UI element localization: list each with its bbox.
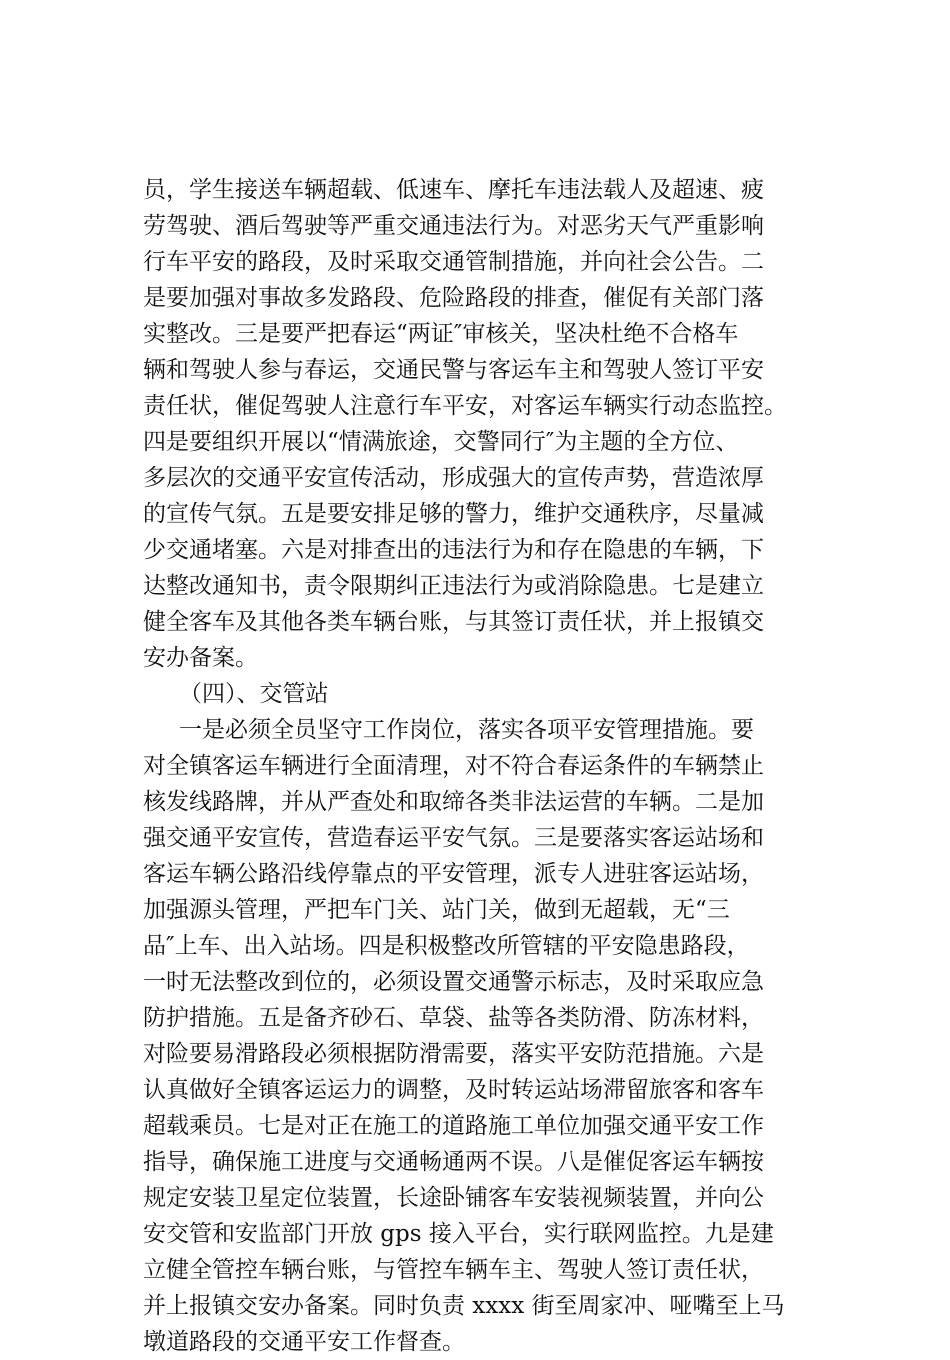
paragraph-line: 安办备案。 (143, 645, 258, 671)
section-paragraph-line: 品″上车、出入站场。四是积极整改所管辖的平安隐患路段， (143, 933, 750, 959)
paragraph-line: 少交通堵塞。六是对排查出的违法行为和存在隐患的车辆，下 (143, 537, 764, 563)
paragraph-line: 是要加强对事故多发路段、危险路段的排查，催促有关部门落 (143, 285, 764, 311)
section-paragraph-line: 核发线路牌，并从严查处和取缔各类非法运营的车辆。二是加 (143, 789, 764, 815)
section-paragraph-line: 指导，确保施工进度与交通畅通两不误。八是催促客运车辆按 (143, 1149, 764, 1175)
paragraph-line: 实整改。三是要严把春运“两证″审核关，坚决杜绝不合格车 (143, 321, 739, 347)
paragraph-line: 四是要组织开展以“情满旅途，交警同行″为主题的全方位、 (143, 429, 739, 455)
paragraph-line: 员，学生接送车辆超载、低速车、摩托车违法载人及超速、疲 (143, 177, 764, 203)
section-paragraph-line: 强交通平安宣传，营造春运平安气氛。三是要落实客运站场和 (143, 825, 764, 851)
section-paragraph-line: 一是必须全员坚守工作岗位，落实各项平安管理措施。要 (179, 717, 754, 743)
section-paragraph-line: 加强源头管理，严把车门关、站门关，做到无超载，无“三 (143, 897, 730, 923)
paragraph-line: 健全客车及其他各类车辆台账，与其签订责任状，并上报镇交 (143, 609, 764, 635)
paragraph-line: 辆和驾驶人参与春运，交通民警与客运车主和驾驶人签订平安 (143, 357, 764, 383)
section-paragraph-line: 安交管和安监部门开放 gps 接入平台，实行联网监控。九是建 (143, 1221, 774, 1247)
section-paragraph-line: 立健全管控车辆台账，与管控车辆车主、驾驶人签订责任状， (143, 1257, 764, 1283)
section-paragraph-line: 客运车辆公路沿线停靠点的平安管理，派专人进驻客运站场， (143, 861, 764, 887)
paragraph-line: 多层次的交通平安宣传活动，形成强大的宣传声势，营造浓厚 (143, 465, 764, 491)
paragraph-line: 行车平安的路段，及时采取交通管制措施，并向社会公告。二 (143, 249, 764, 275)
paragraph-line: 责任状，催促驾驶人注意行车平安，对客运车辆实行动态监控。 (143, 393, 787, 419)
section-heading: （四）、交管站 (179, 681, 329, 707)
section-paragraph-line: 规定安装卫星定位装置，长途卧铺客车安装视频装置，并向公 (143, 1185, 764, 1211)
section-paragraph-line: 一时无法整改到位的，必须设置交通警示标志，及时采取应急 (143, 969, 764, 995)
section-paragraph-line: 防护措施。五是备齐砂石、草袋、盐等各类防滑、防冻材料， (143, 1005, 764, 1031)
paragraph-line: 劳驾驶、酒后驾驶等严重交通违法行为。对恶劣天气严重影响 (143, 213, 764, 239)
section-paragraph-line: 墩道路段的交通平安工作督查。 (143, 1329, 465, 1355)
section-paragraph-line: 对险要易滑路段必须根据防滑需要，落实平安防范措施。六是 (143, 1041, 764, 1067)
section-paragraph-line: 超载乘员。七是对正在施工的道路施工单位加强交通平安工作 (143, 1113, 764, 1139)
paragraph-line: 达整改通知书，责令限期纠正违法行为或消除隐患。七是建立 (143, 573, 764, 599)
section-paragraph-line: 并上报镇交安办备案。同时负责 xxxx 街至周家冲、哑嘴至上马 (143, 1293, 785, 1319)
document-body (143, 172, 843, 1360)
paragraph-line: 的宣传气氛。五是要安排足够的警力，维护交通秩序，尽量减 (143, 501, 764, 527)
section-paragraph-line: 对全镇客运车辆进行全面清理，对不符合春运条件的车辆禁止 (143, 753, 764, 779)
section-paragraph-line: 认真做好全镇客运运力的调整，及时转运站场滞留旅客和客车 (143, 1077, 764, 1103)
